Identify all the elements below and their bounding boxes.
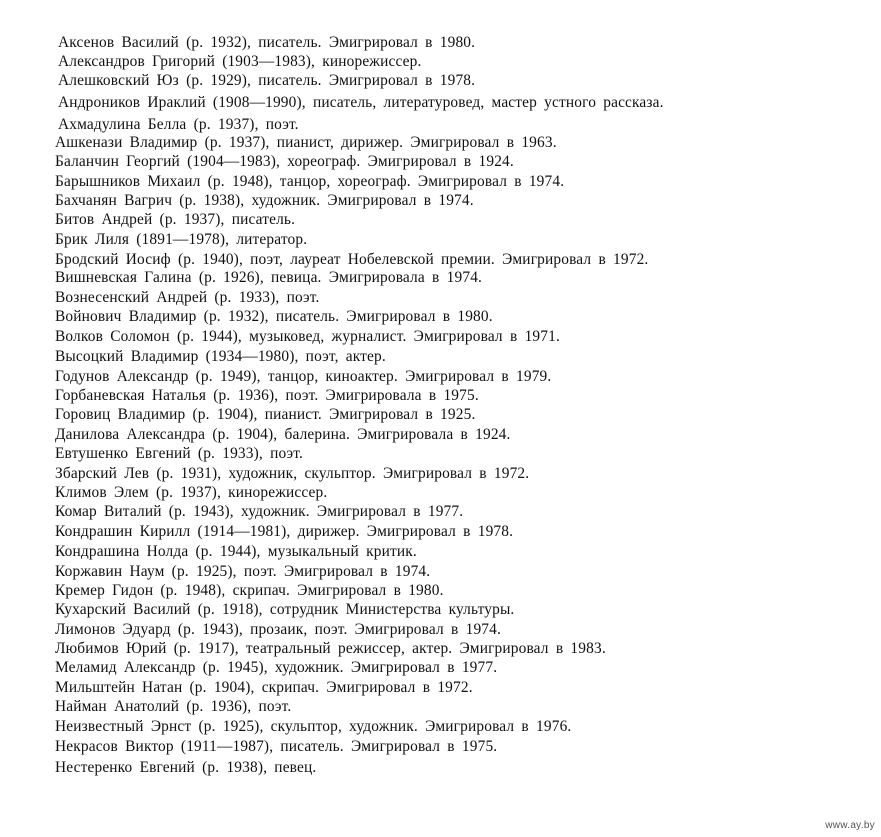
entry-line: Меламид Александр (р. 1945), художник. Эмигрировал в 1977.: [55, 659, 498, 676]
entry-line: Кондрашина Нолда (р. 1944), музыкальный критик.: [55, 543, 417, 560]
entry-line: Волков Соломон (р. 1944), музыковед, журналист. Эмигрировал в 1971.: [55, 328, 560, 345]
entry-line: Нестеренко Евгений (р. 1938), певец.: [55, 759, 317, 776]
entry-line: Бахчанян Вагрич (р. 1938), художник. Эмигрировал в 1974.: [55, 192, 474, 209]
entry-line: Алешковский Юз (р. 1929), писатель. Эмигрировал в 1978.: [58, 72, 476, 89]
entry-line: Кондрашин Кирилл (1914—1981), дирижер. Эмигрировал в 1978.: [55, 523, 514, 540]
entry-line: Найман Анатолий (р. 1936), поэт.: [55, 698, 292, 715]
entry-line: Барышников Михаил (р. 1948), танцор, хореограф. Эмигрировал в 1974.: [55, 173, 565, 190]
entry-line: Горовиц Владимир (р. 1904), пианист. Эмигрировал в 1925.: [55, 406, 476, 423]
entry-line: Кремер Гидон (р. 1948), скрипач. Эмигрировал в 1980.: [55, 582, 444, 599]
entry-line: Высоцкий Владимир (1934—1980), поэт, актер.: [55, 348, 386, 365]
entry-line: Климов Элем (р. 1937), кинорежиссер.: [55, 484, 328, 501]
entry-line: Вишневская Галина (р. 1926), певица. Эмигрировала в 1974.: [55, 269, 483, 286]
entry-line: Бродский Иосиф (р. 1940), поэт, лауреат Нобелевской премии. Эмигрировал в 1972.: [55, 251, 649, 268]
entry-line: Брик Лиля (1891—1978), литератор.: [55, 231, 308, 248]
entry-line: Збарский Лев (р. 1931), художник, скульптор. Эмигрировал в 1972.: [55, 465, 530, 482]
entry-line: Ашкенази Владимир (р. 1937), пианист, дирижер. Эмигрировал в 1963.: [55, 134, 557, 151]
entry-line: Андроников Ираклий (1908—1990), писатель, литературовед, мастер устного рассказа.: [58, 94, 664, 111]
entry-line: Кухарский Василий (р. 1918), сотрудник Министерства культуры.: [55, 601, 515, 618]
entry-line: Данилова Александра (р. 1904), балерина. Эмигрировала в 1924.: [55, 426, 511, 443]
entry-line: Войнович Владимир (р. 1932), писатель. Эмигрировал в 1980.: [55, 308, 493, 325]
entry-line: Комар Виталий (р. 1943), художник. Эмигрировал в 1977.: [55, 503, 464, 520]
watermark-text: www.ay.by: [825, 820, 875, 831]
entry-line: Вознесенский Андрей (р. 1933), поэт.: [55, 289, 320, 306]
entry-line: Некрасов Виктор (1911—1987), писатель. Эмигрировал в 1975.: [55, 738, 498, 755]
entry-line: Коржавин Наум (р. 1925), поэт. Эмигрировал в 1974.: [55, 563, 431, 580]
entry-line: Горбаневская Наталья (р. 1936), поэт. Эмигрировала в 1975.: [55, 387, 479, 404]
entry-line: Лимонов Эдуард (р. 1943), прозаик, поэт. Эмигрировал в 1974.: [55, 621, 501, 638]
entry-line: Александров Григорий (1903—1983), кинорежиссер.: [58, 53, 422, 70]
entry-line: Битов Андрей (р. 1937), писатель.: [55, 211, 296, 228]
entry-line: Евтушенко Евгений (р. 1933), поэт.: [55, 445, 303, 462]
entry-line: Ахмадулина Белла (р. 1937), поэт.: [58, 116, 299, 133]
entry-line: Любимов Юрий (р. 1917), театральный режиссер, актер. Эмигрировал в 1983.: [55, 640, 606, 657]
entry-line: Аксенов Василий (р. 1932), писатель. Эмигрировал в 1980.: [58, 34, 476, 51]
entry-line: Баланчин Георгий (1904—1983), хореограф. Эмигрировал в 1924.: [55, 153, 514, 170]
entry-line: Мильштейн Натан (р. 1904), скрипач. Эмигрировал в 1972.: [55, 679, 473, 696]
entry-line: Неизвестный Эрнст (р. 1925), скульптор, художник. Эмигрировал в 1976.: [55, 718, 572, 735]
entry-line: Годунов Александр (р. 1949), танцор, киноактер. Эмигрировал в 1979.: [55, 368, 552, 385]
